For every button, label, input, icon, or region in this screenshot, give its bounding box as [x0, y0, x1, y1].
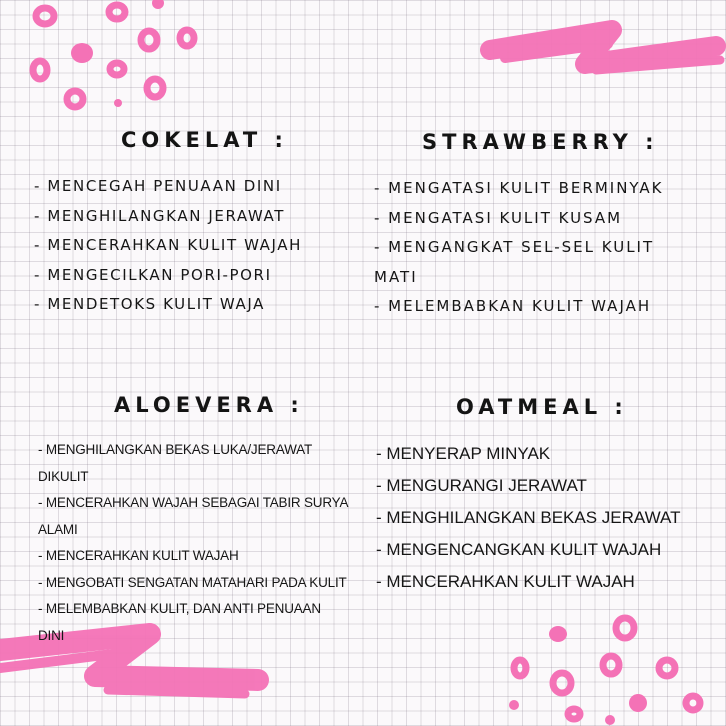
oatmeal-list: [376, 438, 680, 598]
list-item: - MELEMBABKAN KULIT WAJAH: [374, 297, 652, 315]
aloevera-heading: ALOEVERA :: [114, 393, 304, 417]
list-item: DINI: [38, 627, 65, 643]
brush-stroke-top-right: [490, 30, 720, 70]
list-item: DIKULIT: [38, 468, 89, 484]
list-item: - MENGATASI KULIT BERMINYAK: [374, 179, 664, 197]
list-item: - MENCEGAH PENUAAN DINI: [34, 177, 282, 195]
list-item: ALAMI: [38, 521, 78, 537]
list-item: - MENGHILANGKAN JERAWAT: [34, 206, 286, 225]
oatmeal-heading: OATMEAL :: [456, 395, 628, 419]
dots-bottom-right: [514, 618, 700, 719]
dots-top-left: [33, 5, 194, 107]
strawberry-list: [374, 174, 664, 322]
list-item: - MELEMBABKAN KULIT, DAN ANTI PENUAAN: [38, 601, 321, 616]
list-item: - MENGOBATI SENGATAN MATAHARI PADA KULIT: [38, 574, 347, 590]
strawberry-heading: STRAWBERRY :: [422, 130, 659, 154]
list-item: MATI: [374, 267, 418, 286]
list-item: - MENGATASI KULIT KUSAM: [374, 208, 623, 227]
list-item: - MENCERAHKAN KULIT WAJAH: [34, 236, 303, 254]
list-item: - MENGURANGI JERAWAT: [376, 476, 587, 495]
list-item: - MENCERAHKAN KULIT WAJAH: [38, 548, 239, 563]
list-item: - MENGHILANGKAN BEKAS JERAWAT: [376, 508, 681, 527]
list-item: - MENGENCANGKAN KULIT WAJAH: [376, 540, 662, 559]
cokelat-list: [34, 172, 302, 320]
list-item: - MENDETOKS KULIT WAJA: [34, 295, 265, 313]
list-item: - MENGECILKAN PORI-PORI: [34, 265, 272, 284]
aloevera-list: [38, 437, 348, 649]
list-item: - MENYERAP MINYAK: [376, 444, 551, 463]
list-item: - MENGANGKAT SEL-SEL KULIT: [374, 238, 655, 256]
list-item: - MENCERAHKAN WAJAH SEBAGAI TABIR SURYA: [38, 495, 349, 510]
cokelat-heading: COKELAT :: [121, 128, 288, 152]
list-item: - MENGHILANGKAN BEKAS LUKA/JERAWAT: [38, 442, 313, 457]
list-item: - MENCERAHKAN KULIT WAJAH: [376, 572, 635, 591]
